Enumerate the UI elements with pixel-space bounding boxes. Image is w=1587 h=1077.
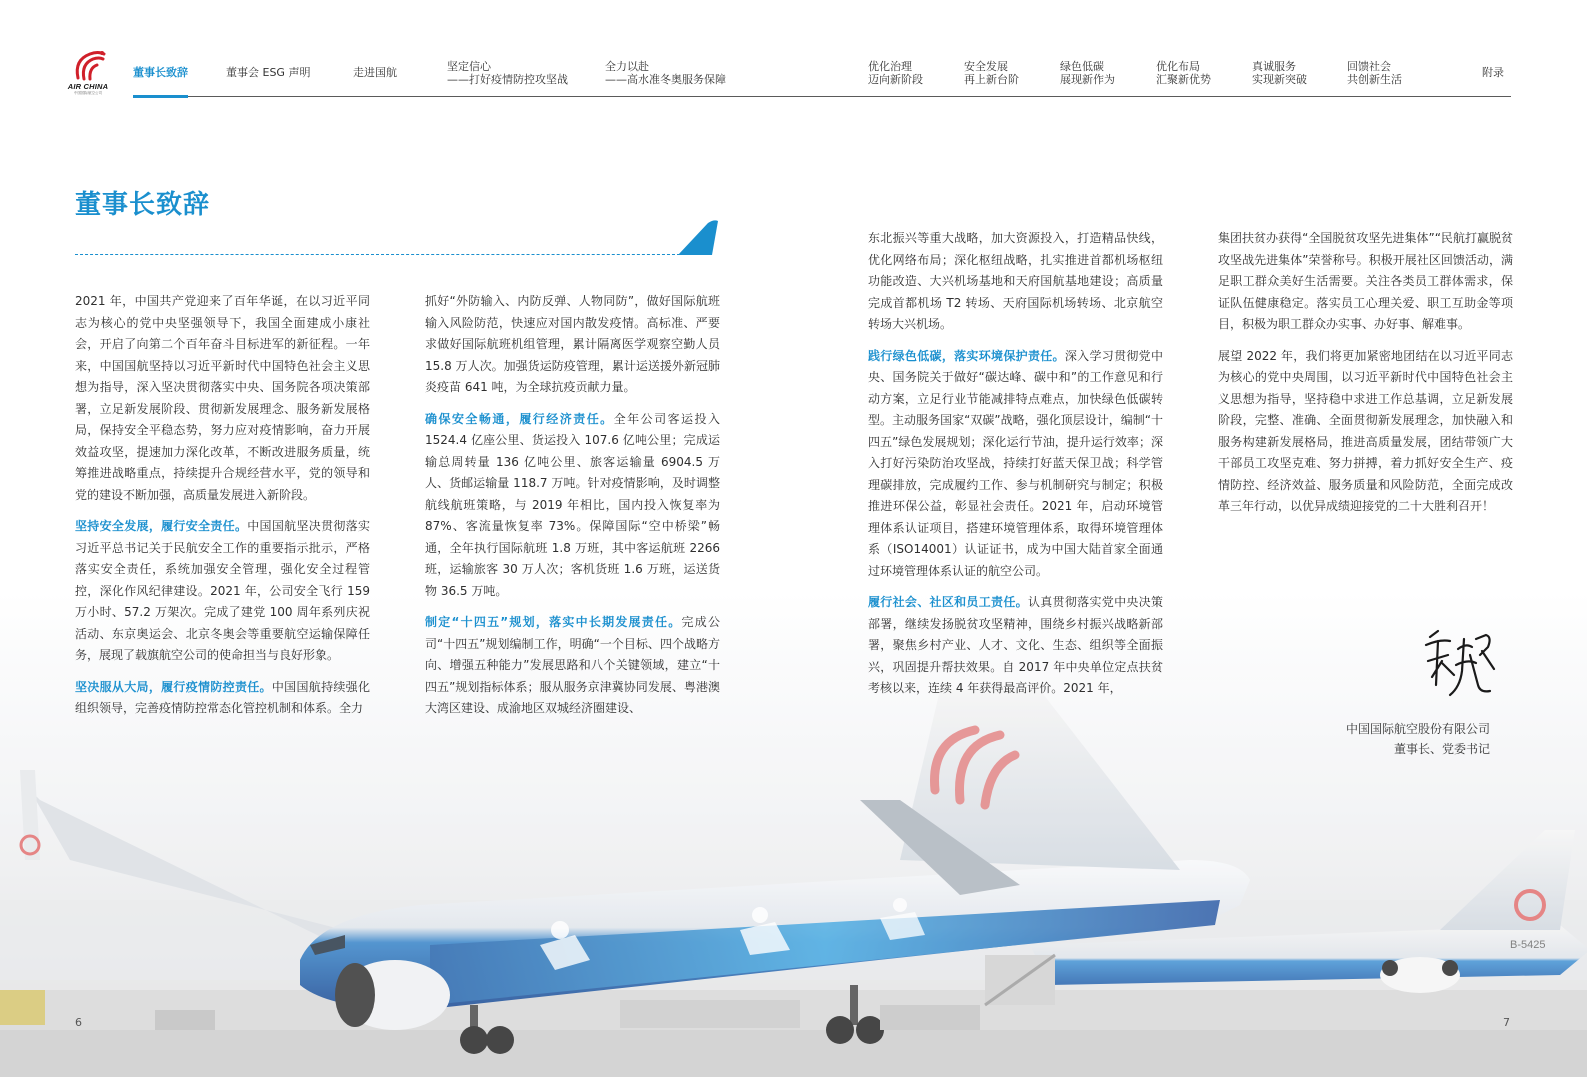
paragraph <box>868 228 1163 336</box>
nav-item-about-air-china[interactable] <box>353 66 397 79</box>
paragraph-text: 认真贯彻落实党中央决策部署，继续发扬脱贫攻坚精神，围绕乡村振兴战略新部署，聚焦乡村产业、人才、文化、生态、组织等全面振兴，巩固提升帮扶效果。自 2017 年中央单位定点扶贫考核以来，连续 4 年获得最高评价。2021 年， <box>868 595 1163 695</box>
paragraph-highlight: 践行绿色低碳，落实环境保护责任。 <box>868 348 1065 363</box>
paragraph <box>1218 346 1513 518</box>
paragraph-text: 展望 2022 年，我们将更加紧密地团结在以习近平同志为核心的党中央周围，以习近平新时代中国特色社会主义思想为指导，坚持稳中求进工作总基调，立足新发展阶段，完整、准确、全面贯彻新发展理念，加快融入和服务构建新发展格局，推进高质量发展，团结带领广大干部员工攻坚克难、努力拼搏，着力抓好安全生产、疫情防控、经济效益、服务质量和风险防范，全面完成改革三年行动，以优异成绩迎接党的二十大胜利召开！ <box>1218 348 1513 513</box>
nav-item-label: 附录 <box>1482 66 1504 79</box>
handwritten-signature <box>1420 625 1500 705</box>
nav-item-chairman-statement[interactable] <box>133 66 188 79</box>
nav-item-label: 安全发展 <box>964 60 1008 73</box>
paragraph <box>75 291 370 506</box>
text-column-2 <box>425 291 720 730</box>
nav-item-winter-olympics[interactable] <box>605 60 726 86</box>
paragraph-text: 完成公司“十四五”规划编制工作，明确“一个目标、四个战略方向、增强五种能力”发展思路和八个关键领域，建立“十四五”规划指标体系；服从服务京津冀协同发展、粤港澳大湾区建设、成渝地区双城经济圈建设、 <box>425 615 720 715</box>
nav-item-layout[interactable] <box>1156 60 1211 86</box>
paragraph <box>75 516 370 667</box>
nav-item-label: 优化布局 <box>1156 60 1200 73</box>
nav-item-sublabel: ——打好疫情防控攻坚战 <box>447 73 568 86</box>
paragraph-text: 东北振兴等重大战略，加大资源投入，打造精品快线，优化网络布局；深化枢纽战略，扎实推进首都机场枢纽功能改造、大兴机场基地和天府国航基地建设；高质量完成首都机场 T2 转场、天府国际机场转场、北京航空转场大兴机场。 <box>868 231 1163 331</box>
title-dashed-rule <box>75 254 680 255</box>
paragraph-highlight: 履行社会、社区和员工责任。 <box>868 595 1028 609</box>
signature-role: 董事长、党委书记 <box>1393 742 1490 756</box>
page-number-left: 6 <box>75 1016 82 1029</box>
logo-chinese-name: 中国国际航空公司 <box>74 91 102 95</box>
nav-item-label: 董事长致辞 <box>133 66 188 79</box>
paragraph-highlight: 坚决服从大局，履行疫情防控责任。 <box>75 679 272 694</box>
paragraph-text: 集团扶贫办获得“全国脱贫攻坚先进集体”“民航打赢脱贫攻坚战先进集体”荣誉称号。积极开展社区回馈活动，满足职工群众美好生活需要。关注各类员工群体需求，保证队伍健康稳定。落实员工心理关爱、职工互助金等项目，积极为职工群众办实事、办好事、解难事。 <box>1218 231 1513 331</box>
nav-item-governance[interactable] <box>868 60 923 86</box>
nav-item-label: 优化治理 <box>868 60 912 73</box>
paragraph-text: 中国国航持续强化组织领导，完善疫情防控常态化管控机制和体系。全力 <box>75 679 370 715</box>
nav-item-sublabel: 再上新台阶 <box>964 73 1019 86</box>
nav-item-sublabel: 汇聚新优势 <box>1156 73 1211 86</box>
nav-active-indicator <box>133 95 188 98</box>
paragraph-text: 抓好“外防输入、内防反弹、人物同防”，做好国际航班输入风险防范，快速应对国内散发疫情。高标准、严要求做好国际航班机组管理，累计隔离医学观察空勤人员 15.8 万人次。加强货运防疫管理，累计运送援外新冠肺炎疫苗 641 吨，为全球抗疫贡献力量。 <box>425 294 720 394</box>
air-china-logo[interactable] <box>66 48 110 98</box>
nav-item-service[interactable] <box>1252 60 1307 86</box>
nav-item-sublabel: 展现新作为 <box>1060 73 1115 86</box>
phoenix-icon <box>66 48 110 82</box>
nav-item-epidemic-control[interactable] <box>447 60 568 86</box>
nav-item-sublabel: 实现新突破 <box>1252 73 1307 86</box>
top-navigation <box>0 0 1587 100</box>
signature-company: 中国国际航空股份有限公司 <box>1345 722 1490 736</box>
page-title: 董事长致辞 <box>75 190 211 220</box>
nav-item-appendix[interactable] <box>1482 66 1504 79</box>
nav-item-label: 真诚服务 <box>1252 60 1296 73</box>
svg-text:B-5425: B-5425 <box>1510 939 1546 951</box>
nav-item-label: 全力以赴 <box>605 60 649 73</box>
nav-item-board-esg-statement[interactable] <box>226 66 310 79</box>
paragraph-text: 2021 年，中国共产党迎来了百年华诞，在以习近平同志为核心的党中央坚强领导下，我国全面建成小康社会，开启了向第二个百年奋斗目标进军的新征程。一年来，中国国航坚持以习近平新时代中国特色社会主义思想为指导，深入坚决贯彻落实中央、国务院各项决策部署，立足新发展阶段、贯彻新发展理念、服务新发展格局，保持安全平稳态势，努力应对疫情影响，奋力开展效益攻坚，提速加力深化改革，不断改进服务质量，统筹推进战略重点，持续提升合规经营水平，党的领导和党的建设不断加强，高质量发展进入新阶段。 <box>75 294 370 502</box>
text-column-3 <box>868 228 1163 710</box>
nav-item-green-low-carbon[interactable] <box>1060 60 1115 86</box>
paragraph-text: 中国国航坚决贯彻落实习近平总书记关于民航安全工作的重要指示批示，严格落实安全责任，系统加强安全管理，强化安全过程管控，深化作风纪律建设。2021 年，公司安全飞行 159 万小时、57.2 万架次。完成了建党 100 周年系列庆祝活动、东京奥运会、北京冬奥会等重要航空运输保障任务，展现了载旗航空公司的使命担当与良好形象。 <box>75 519 370 662</box>
paragraph-highlight: 制定“十四五”规划，落实中长期发展责任。 <box>425 615 682 629</box>
nav-item-sublabel: ——高水准冬奥服务保障 <box>605 73 726 86</box>
nav-item-safety[interactable] <box>964 60 1019 86</box>
nav-item-society[interactable] <box>1347 60 1402 86</box>
paragraph-highlight: 坚持安全发展，履行安全责任。 <box>75 519 248 533</box>
nav-item-sublabel: 迈向新阶段 <box>868 73 923 86</box>
nav-item-label: 董事会 ESG 声明 <box>226 66 311 79</box>
paragraph <box>1218 228 1513 336</box>
text-column-1 <box>75 291 370 730</box>
page-number-right: 7 <box>1503 1016 1510 1029</box>
nav-item-sublabel: 共创新生活 <box>1347 73 1402 86</box>
paragraph-text: 全年公司客运投入 1524.4 亿座公里、货运投入 107.6 亿吨公里；完成运输总周转量 136 亿吨公里、旅客运输量 6904.5 万人、货邮运输量 118.7 万吨。针对疫情影响，及时调整航线航班策略，与 2019 年相比，国内投入恢复率为 87%、客流量恢复率 73%。保障国际“空中桥梁”畅通，全年执行国际航班 1.8 万班，其中客运航班 2266 班，运输旅客 30 万人次；客机货班 1.6 万班，运送货物 36.5 万吨。 <box>425 411 720 598</box>
paragraph-text: 深入学习贯彻党中央、国务院关于做好“碳达峰、碳中和”的工作意见和行动方案，立足行业节能减排特点难点，加快绿色低碳转型。主动服务国家“双碳”战略，强化顶层设计，编制“十四五”绿色发展规划；深化运行节油，提升运行效率；深入打好污染防治攻坚战，持续打好蓝天保卫战；科学管理碳排放，完成履约工作、参与机制研究与制定；积极推进环保公益，彰显社会责任。2021 年，启动环境管理体系认证项目，搭建环境管理体系，取得环境管理体系（ISO14001）认证证书，成为中国大陆首家全面通过环境管理体系认证的航空公司。 <box>868 348 1163 578</box>
nav-item-label: 绿色低碳 <box>1060 60 1104 73</box>
paragraph <box>425 409 720 603</box>
paragraph-highlight: 确保安全畅通，履行经济责任。 <box>425 411 614 426</box>
paragraph <box>868 346 1163 583</box>
paragraph <box>425 291 720 399</box>
nav-divider <box>133 96 1511 97</box>
logo-wordmark: AIR CHINA <box>67 82 109 91</box>
nav-item-label: 走进国航 <box>353 66 397 79</box>
paragraph <box>75 677 370 720</box>
text-column-4 <box>1218 228 1513 528</box>
nav-item-label: 回馈社会 <box>1347 60 1391 73</box>
nav-item-label: 坚定信心 <box>447 60 491 73</box>
wing-tip-icon <box>676 219 720 257</box>
paragraph <box>425 612 720 720</box>
paragraph <box>868 592 1163 700</box>
